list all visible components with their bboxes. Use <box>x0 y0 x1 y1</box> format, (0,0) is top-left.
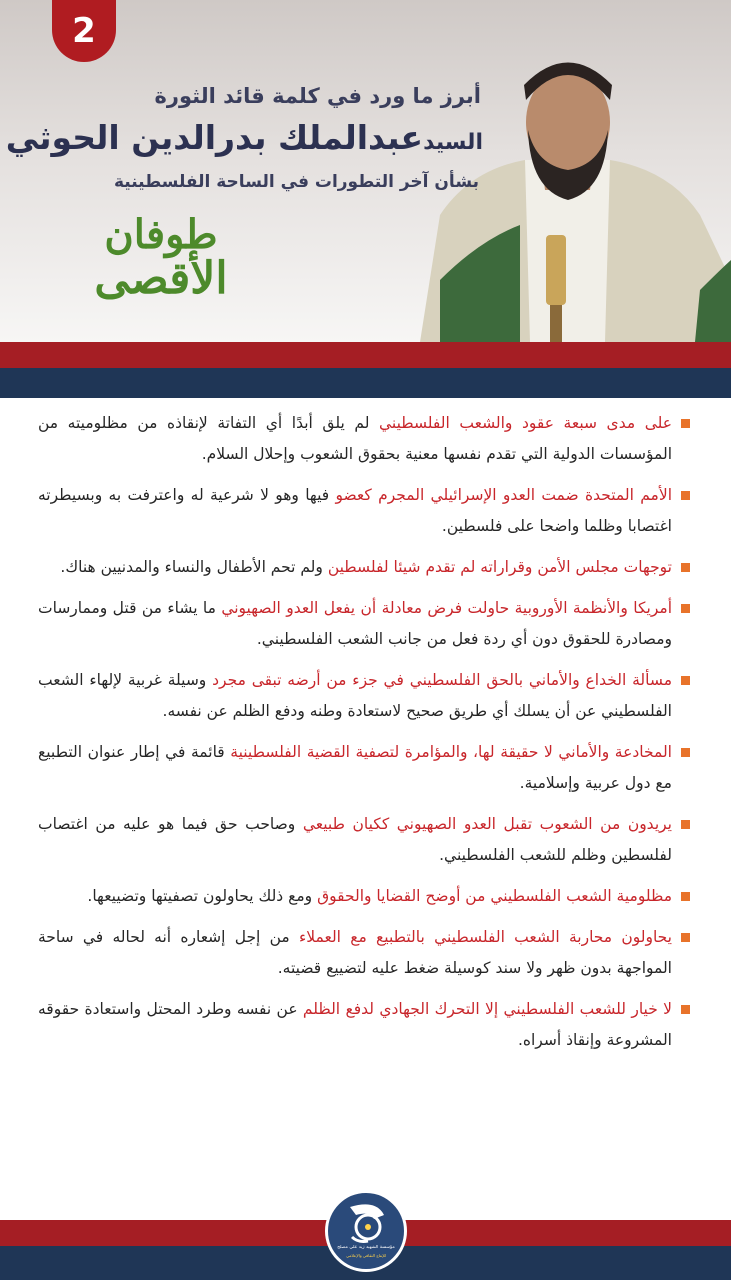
item-text: فيها وهو لا شرعية له واعترفت به وبسيطرته اغتصابا وظلما واضحا على فلسطين. <box>38 486 672 535</box>
bullet-square-icon <box>681 419 690 428</box>
title-line-1: أبرز ما ورد في كلمة قائد الثورة <box>154 84 481 108</box>
bullet-square-icon <box>681 933 690 942</box>
points-list <box>38 408 690 1066</box>
bullet-square-icon <box>681 563 690 572</box>
organization-logo <box>325 1190 407 1272</box>
bullet-square-icon <box>681 491 690 500</box>
item-highlight: مظلومية الشعب الفلسطيني من أوضح القضايا والحقوق <box>317 887 672 905</box>
logo-word-2: الأقصى <box>94 253 228 304</box>
item-text: ومع ذلك يحاولون تصفيتها وتضييعها. <box>87 887 318 905</box>
item-highlight: توجهات مجلس الأمن وقراراته لم تقدم شيئا لفلسطين <box>327 558 672 576</box>
speaker-name <box>6 118 483 157</box>
tufan-alaqsa-logo <box>86 211 236 304</box>
item-highlight: الأمم المتحدة ضمت العدو الإسرائيلي المجرم كعضو <box>335 486 672 504</box>
logo-word-1: طوفان <box>104 211 218 258</box>
bullet-square-icon <box>681 820 690 829</box>
item-highlight: مسألة الخداع والأماني بالحق الفلسطيني في جزء من أرضه تبقى مجرد <box>212 671 672 689</box>
list-item <box>38 665 690 727</box>
bullet-square-icon <box>681 892 690 901</box>
list-item <box>38 809 690 871</box>
item-text: ما يشاء من قتل وممارسات ومصادرة للحقوق دون أي ردة فعل من جانب الشعب الفلسطيني. <box>38 599 672 648</box>
item-highlight: المخادعة والأماني لا حقيقة لها، والمؤامرة لتصفية القضية الفلسطينية <box>230 743 672 761</box>
page-number-badge: 2 <box>52 0 116 62</box>
list-item <box>38 922 690 984</box>
bullet-square-icon <box>681 604 690 613</box>
organization-subtitle: للإنتاج الثقافي والإعلامي <box>346 1253 386 1258</box>
list-item <box>38 593 690 655</box>
speaker-title: السيد <box>423 130 483 155</box>
header-divider-navy <box>0 368 731 398</box>
list-item <box>38 737 690 799</box>
title-line-3: بشأن آخر التطورات في الساحة الفلسطينية <box>113 172 479 192</box>
item-highlight: لا خيار للشعب الفلسطيني إلا التحرك الجهادي لدفع الظلم <box>302 1000 673 1018</box>
list-item <box>38 552 690 583</box>
bullet-square-icon <box>681 676 690 685</box>
item-highlight: يريدون من الشعوب تقبل العدو الصهيوني ككيان طبيعي <box>302 815 672 833</box>
item-text: وصاحب حق فيما هو عليه من اغتصاب لفلسطين وظلم للشعب الفلسطيني. <box>38 815 672 864</box>
item-text: من إجل إشعاره أنه لحاله في ساحة المواجهة بدون ظهر ولا سند كوسيلة ضغط عليه لتضييع قضيته. <box>38 928 672 977</box>
item-highlight: أمريكا والأنظمة الأوروبية حاولت فرض معادلة أن يفعل العدو الصهيوني <box>221 599 672 617</box>
item-highlight: على مدى سبعة عقود والشعب الفلسطيني <box>378 414 672 432</box>
list-item <box>38 480 690 542</box>
item-highlight: يحاولون محاربة الشعب الفلسطيني بالتطبيع مع العملاء <box>298 928 672 946</box>
list-item <box>38 881 690 912</box>
speaker-name-text: عبدالملك بدرالدين الحوثي <box>5 118 424 157</box>
header-divider-red <box>0 342 731 368</box>
item-text: قائمة في إطار عنوان التطبيع مع دول عربية وإسلامية. <box>38 743 672 792</box>
list-item <box>38 994 690 1056</box>
item-text: عن نفسه وطرد المحتل واستعادة حقوقه المشروعة وإنقاذ أسراه. <box>38 1000 672 1049</box>
bullet-square-icon <box>681 1005 690 1014</box>
item-text: وسيلة غربية لإلهاء الشعب الفلسطيني عن أن يسلك أي طريق صحيح لاستعادة وطنه ودفع الظلم عن نفسه. <box>38 671 672 720</box>
item-text: لم يلق أبدًا أي التفاتة لإنقاذه من مظلوميته من المؤسسات الدولية التي تقدم نفسها معنية بحقوق الشعوب وإحلال السلام. <box>38 414 672 463</box>
list-item <box>38 408 690 470</box>
item-text: ولم تحم الأطفال والنساء والمدنيين هناك. <box>60 558 328 576</box>
organization-name: مؤسسة الشهيد زيد علي مصلح <box>337 1245 395 1250</box>
header-banner <box>0 0 731 342</box>
bullet-square-icon <box>681 748 690 757</box>
